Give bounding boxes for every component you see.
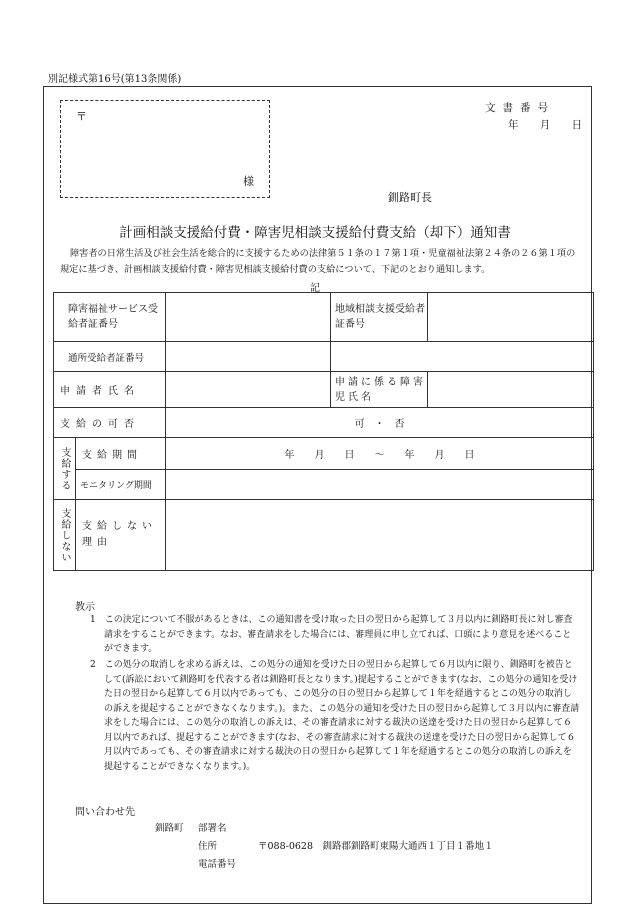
child-field[interactable] (428, 372, 594, 408)
child-label: 申請に係る障害児氏名 (331, 372, 428, 408)
applicant-label: 申請者氏名 (54, 372, 166, 408)
nogrant-side-label: 支給しない (54, 500, 76, 571)
postal-mark: 〒 (76, 110, 87, 123)
daycare-cert-field[interactable] (166, 342, 331, 372)
regional-cert-field[interactable] (428, 293, 594, 342)
contact-address: 〒088-0628 釧路郡釧路町東陽大通西１丁目１番地１ (258, 841, 494, 852)
intro-paragraph: 障害者の日常生活及び社会生活を総合的に支援するための法律第５１条の１７第１項・児童福祉法第２４条の２６第１項の規定に基づき、計画相談支援給付費・障害児相談支援給付費の支給について、下記のとおり通知します。 (60, 248, 576, 275)
daycare-cert-label: 通所受給者証番号 (54, 342, 166, 372)
form-label: 別記様式第16号(第13条関係) (48, 74, 182, 85)
contact-dept-label: 部署名 (198, 823, 227, 834)
date-line: 年 月 日 (508, 119, 583, 131)
monitoring-field[interactable] (166, 470, 594, 500)
reason-field[interactable] (166, 500, 594, 571)
approval-choice[interactable]: 可 ・ 否 (166, 408, 594, 438)
issuer: 釧路町長 (388, 191, 432, 204)
grant-side-label: 支給する (54, 438, 76, 500)
approval-label: 支給の可否 (54, 408, 166, 438)
service-cert-field[interactable] (166, 293, 331, 342)
service-cert-label: 障害福祉サービス受給者証番号 (54, 293, 166, 342)
applicant-field[interactable] (166, 372, 331, 408)
blank-cell (331, 342, 594, 372)
address-box (60, 100, 270, 198)
page-title: 計画相談支援給付費・障害児相談支援給付費支給（却下）通知書 (119, 225, 511, 241)
regional-cert-label: 地域相談支援受給者証番号 (331, 293, 428, 342)
contact-heading: 問い合わせ先 (75, 807, 135, 818)
application-table (53, 292, 594, 571)
contact-tel-label: 電話番号 (198, 859, 237, 870)
period-label: 支給期間 (76, 438, 166, 470)
contact-town: 釧路町 (155, 823, 184, 834)
contact-address-label: 住所 (198, 841, 218, 852)
doc-number-label: 文書番号 (485, 102, 555, 114)
reason-label: 支給しない理由 (76, 500, 166, 571)
monitoring-label: モニタリング期間 (76, 470, 166, 500)
instruction-item-1: 1 この決定について不服があるときは、この通知書を受け取った日の翌日から起算して３月以内に釧路町長に対し審査請求をすることができます。なお、審査請求をした場合には、審理員に申し立てれば、口頭により意見を述べることができます。 (90, 615, 573, 654)
period-field[interactable]: 年 月 日 〜 年 月 日 (166, 438, 594, 470)
ki-mark: 記 (310, 283, 320, 294)
instruction-heading: 教示 (75, 602, 95, 613)
instruction-item-2: 2 この処分の取消しを求める訴えは、この処分の通知を受けた日の翌日から起算して６月以内に限り、釧路町を被告として(訴訟において釧路町を代表する者は釧路町長となります。)提起することができます(なお、この処分の通知を受けた日の翌日から起算して６月以内であっても、この処分の日の翌日から起算して１年を経過するとこの処分の取消しの訴えを提起することができなくなります。)。また、この処分の通知を受けた日の翌日から起算して３月以内に審査請求をした場合には、この処分の取消しの訴えは、その審査請求に対する裁決の送達を受けた日の翌日から起算して６月以内であれば、提起することができます(なお、その審査請求に対する裁決の送達を受けた日の翌日から起算して６月以内であっても、その審査請求に対する裁決の日の翌日から起算して１年を経過するとこの処分の取消しの訴えを提起することができなくなります。)。 (90, 660, 580, 772)
honorific: 様 (243, 175, 254, 188)
